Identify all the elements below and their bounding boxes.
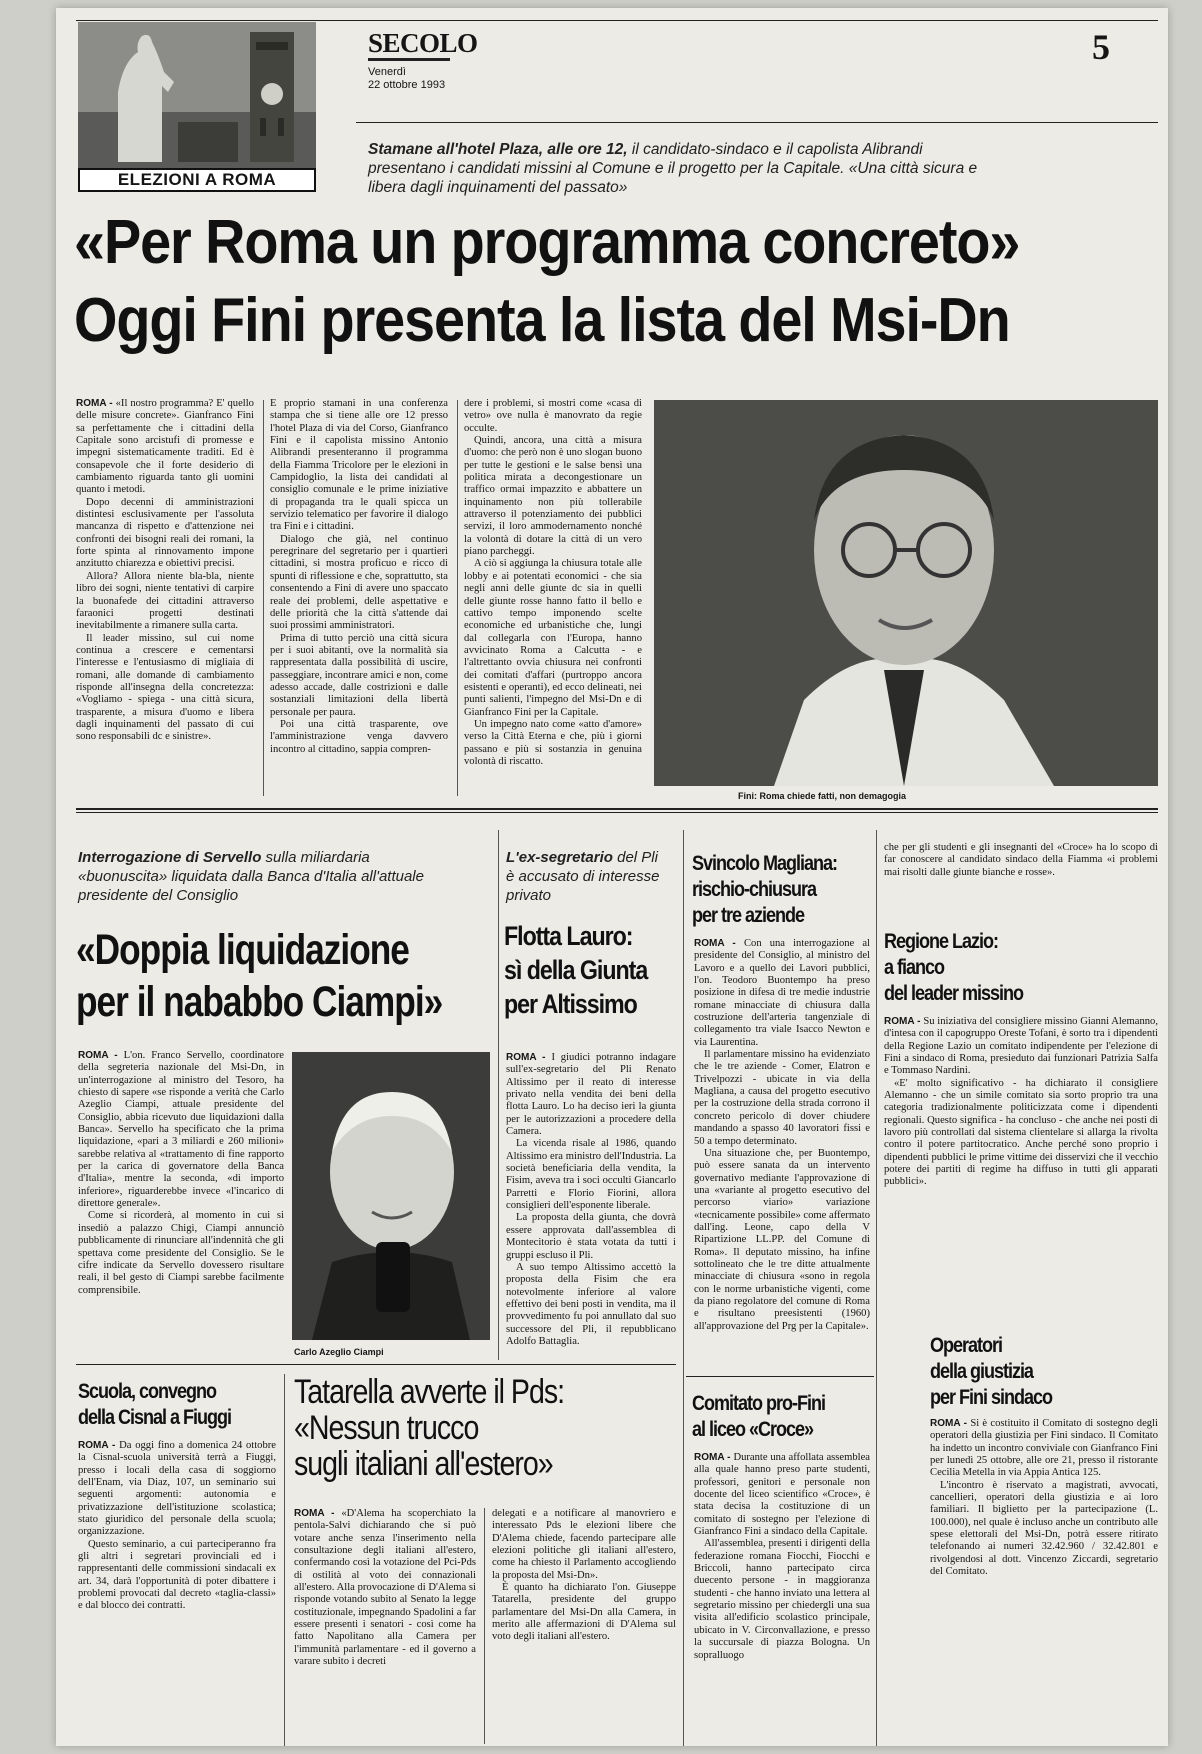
lead-column-3: dere i problemi, si mostri come «casa di vetro» ove nulla è manovrato da regie occulte. Quindi, ancora, una città a misura d'uomo: che però non è uno slogan buono per tutte le gestioni e le salse bensì una politica mirata a decongestionare un traffico ormai impazzito e abbattere un inquinamento non più tollerabile attraverso il potenziamento dei pubblici servizi, il loro ammodernamento nonché la volontà di dotare la città di un vero piano parcheggi. A ciò si aggiunga la chiusura totale alle lobby e ai potentati economici - che sia negli anni delle giunte dc sia in quelli delle giunte rosse hanno fatto il bello e cattivo tempo imponendo scelte economiche ed urbanistiche che, lungi dal collegarla con l'Europa, hanno avvicinato Roma a Calcutta - e l'altrettanto ovvia chiusura nei confronti dei comitati d'affari (purtroppo ancora esistenti e operanti), ed ecco delineati, nei punti salienti, l'impegno del Msi-Dn e di Gianfranco Fini per la Capitale. Un impegno nato come «atto d'amore» verso la Città Eterna e che, più i giorni passano e più si sostanzia in genuina volontà di riscatto. [464,398,642,767]
lauro-headline-1: Flotta Lauro: [504,921,633,951]
tatarella-column-1: ROMA - «D'Alema ha scoperchiato la pentola-Salvi dichiarando che si può votare anche senza l'inserimento nella consultazione degli italiani all'estero, confermando così la votazione del Pci-Pds di ostilità al voto dei connazionali all'estero. Alla provocazione di D'Alema si risponde votando subito al Senato la legge costituzionale, impegnando Spadolini a far essere presenti i senatori - così come ha fatto Napolitano alla Camera per l'immunità parlamentare - ed il governo a varare subito i decreti [294,1508,476,1668]
tatarella-headline-1: Tatarella avverte il Pds: [294,1373,565,1411]
cisnal-body: ROMA - Da oggi fino a domenica 24 ottobre la Cisnal-scuola università terrà a Fiuggi, presso i locali della casa di soggiorno dell'Enam, via Diaz, 107, un seminario sui seguenti argomenti: autonomia e privatizzazione dell'istituzione scolastica; stato giuridico del personale della scuola; organizzazione. Questo seminario, a cui parteciperanno fra gli altri i segretari provinciali ed i rappresentanti delle commissioni sindacali ex art. 34, darà l'opportunità di poter dibattere i problemi provocati dal decreto «taglia-classi» e dal blocco dei contratti. [78,1440,276,1612]
ciampi-photo-caption: Carlo Azeglio Ciampi [294,1347,384,1357]
lazio-top-body: che per gli studenti e gli insegnanti del «Croce» ha lo scopo di far conoscere al candidato sindaco della Fiamma «i problemi mai risolti dalle giunte bianche e rosse». [884,842,1158,878]
portrait-fini-icon [654,400,1158,786]
magliana-body: ROMA - Con una interrogazione al presidente del Consiglio, al ministro del Lavoro e a quello dei Lavori pubblici, l'on. Teodoro Buontempo ha preso posizione in difesa di tre medie industrie romane minacciate di chiusura dalla costruzione dell'arteria tangenziale di collegamento tra viale Isacco Newton e via Laurentina. Il parlamentare missino ha evidenziato che le tre aziende - Comer, Elatron e Trivelpozzi - ubicate in via della Magliana, a causa del progetto esecutivo per la costruzione della strada corrono il concreto pericolo di dover chiudere mandando a spasso 40 lavoratori fissi e 50 a tempo determinato. Una situazione che, per Buontempo, può essere sanata da un intervento governativo mediante l'approvazione di una «variante al progetto esecutivo del percorso viario» variazione «tecnicamente possibile» come affermato dall'ing. Leone, capo della V Ripartizione LL.PP. del Comune di Roma». Il deputato missino, ha infine sottolineato che le tre ditte attualmente minacciate di chiusura «sono in regola con le norme urbanistiche vigenti, come da piano regolatore del comune di Roma e risultano preesistenti (1960) all'approvazione del Prg per la Capitale». [694,938,870,1332]
lead-column-2: E proprio stamani in una conferenza stampa che si tiene alle ore 12 presso l'hotel Plaza di via del Corso, Gianfranco Fini e il capolista missino Antonio Alibrandi presenteranno il programma della Fiamma Tricolore per le elezioni in Campidoglio, la lista dei candidati al consiglio comunale e le prime iniziative di propaganda tra le quali spicca un servizio telematico per favorire il dialogo tra Fini e i cittadini. Dialogo che già, nel continuo peregrinare del segretario per i quartieri cittadini, si mostra proficuo e ricco di spunti di riflessione e che, soprattutto, sta consentendo a Fini di avere uno spaccato reale dei problemi, delle aspettative e delle priorità che la città s'attende dai suoi prossimi amministratori. Prima di tutto perciò una città sicura per i suoi abitanti, ove la normalità sia rappresentata dalla possibilità di uscire, passeggiare, incontrare amici e non, come adesso accade, dalle costrizioni e dalle sostanziali limitazioni della libertà personale per paura. Poi una città trasparente, ove l'amministrazione venga davvero incontro al cittadino, sappia compren- [270,398,448,755]
lazio-headline-3: del leader missino [884,982,1024,1005]
magliana-headline-3: per tre aziende [692,904,805,927]
portrait-ciampi-icon [292,1052,490,1340]
ciampi-headline-2: per il nababbo Ciampi» [76,978,443,1026]
lazio-body: ROMA - Su iniziativa del consigliere missino Gianni Alemanno, d'intesa con il capogruppo Oreste Tofani, è sorto tra i dipendenti della Regione Lazio un comitato indipendente per l'elezione di Fini a sindaco di Roma, presieduto dai funzionari Patrizia Salfa e Tommaso Nardini. «E' molto significativo - ha dichiarato il consigliere Alemanno - che un simile comitato sia sorto proprio tra una categoria tradizionalmente politicizzata come i dipendenti regionali. Questo significa - ha concluso - che anche nei posti di lavoro più controllati dal sistema clientelare si allarga la rivolta contro il potere partitocratico. Anche perché sono proprio i dipendenti pubblici le prime vittime dei disservizi che il vecchio potere dei partiti di regime ha diffuso in tutti gli apparati pubblici». [884,1016,1158,1188]
magliana-headline-2: rischio-chiusura [692,878,817,901]
operatori-headline-1: Operatori [930,1334,1003,1357]
lauro-headline-3: per Altissimo [504,989,637,1019]
section-band [78,168,316,192]
newspaper-page [56,8,1168,1746]
lead-photo [654,400,1158,786]
ciampi-kicker: Interrogazione di Servello sulla miliardaria «buonuscita» liquidata dalla Banca d'Italia all'attuale presidente del Consiglio [78,849,424,904]
ciampi-body: ROMA - L'on. Franco Servello, coordinatore della segreteria nazionale del Msi-Dn, in un'interrogazione al ministro del Tesoro, ha chiesto di sapere «se risponde a verità che Carlo Azeglio Ciampi, attuale presidente del Consiglio, abbia ricevuto due liquidazioni dalla Banca». Servello ha specificato che la prima liquidazione, «pari a 3 miliardi e 260 milioni» sarebbe relativa al «trattamento di fine rapporto per la carica di governatore della Banca d'Italia», mentre la seconda, «di importo inferiore», riguarderebbe invece «l'incarico di direttore generale». Come si ricorderà, al momento in cui si insediò a palazzo Chigi, Ciampi annunciò pubblicamente di rinunciare all'indennità che gli spettava come presidente del Consiglio. Se le cifre indicate da Servello dovessero risultare reali, il bel gesto di Ciampi sarebbe facilmente comprensibile. [78,1050,284,1296]
lauro-kicker: L'ex-segretario del Pli è accusato di interesse privato [506,849,660,904]
publication-day: Venerdì [368,66,406,78]
ciampi-photo [292,1052,490,1340]
ciampi-headline-1: «Doppia liquidazione [76,926,409,974]
croce-headline-1: Comitato pro-Fini [692,1392,825,1415]
lauro-headline-2: sì della Giunta [504,955,648,985]
page-number: 5 [1092,27,1110,67]
tatarella-headline-2: «Nessun trucco [294,1409,479,1447]
lazio-headline-1: Regione Lazio: [884,930,998,953]
lead-headline-2: Oggi Fini presenta la lista del Msi-Dn [74,286,1010,355]
croce-body: ROMA - Durante una affollata assemblea alla quale hanno preso parte studenti, professori, genitori e personale non docente del liceo scientifico «Croce», è stata decisa la costituzione di un comitato di sostegno per l'elezione di Gianfranco Fini a sindaco della Capitale. All'assemblea, presenti i dirigenti della federazione romana Fiocchi, Fiocchi e Briccoli, hanno partecipato circa duecento persone - in maggioranza studenti - che hanno inviato una lettera al segretario missino per chiedergli una sua visita all'edificio scolastico principale, ubicato in V. Circonvallazione, e presso la succursale di piazza Bologna. Un sopralluogo [694,1452,870,1661]
operatori-body: ROMA - Si è costituito il Comitato di sostegno degli operatori della giustizia per Fini sindaco. Il Comitato ha indetto un incontro conviviale con Gianfranco Fini per lunedì 25 ottobre, alle ore 21, presso il ristorante Cecilia Metella in via Appia Antica 125. L'incontro è riservato a magistrati, avvocati, cancellieri, operatori della giustizia e ai loro familiari. Il biglietto per la partecipazione (L. 100.000), nel quale è incluso anche un contributo alle spese elettorali del Msi-Dn, potrà essere ritirato telefonando ai numeri 32.42.960 / 32.42.801 e rivolgendosi al dott. Vincenzo Ziccardi, segretario del Comitato. [930,1418,1158,1578]
tatarella-column-2: delegati e a notificare al manovriero e interessato Pds le elezioni libere che D'Alema chiede, facendo partecipare alle elezioni politiche gli italiani all'estero, come ha chiesto il Parlamento accogliendo la proposta del Msi-Dn». È quanto ha dichiarato l'on. Giuseppe Tatarella, presidente del gruppo parlamentare del Msi-Dn alla Camera, in merito alle affermazioni di D'Alema sul voto degli italiani all'estero. [492,1508,676,1643]
section-illustration [78,22,316,168]
statue-tower-icon [78,22,316,168]
lazio-headline-2: a fianco [884,956,944,979]
publication-date: 22 ottobre 1993 [368,79,446,91]
tatarella-headline-3: sugli italiani all'estero» [294,1445,553,1483]
operatori-headline-2: della giustizia [930,1360,1033,1383]
operatori-headline-3: per Fini sindaco [930,1386,1052,1409]
lead-column-1: ROMA - «Il nostro programma? E' quello delle misure concrete». Gianfranco Fini sa perfettamente che i cittadini della Capitale sono arcistufi di promesse e impegni sistematicamente traditi. Ed è consapevole che il forte desiderio di cambiamento riguarda tanto gli uomini quanto i metodi. Dopo decenni di amministrazioni distintesi esclusivamente per l'assoluta mancanza di rispetto e d'attenzione nei confronti dei bisogni reali dei romani, la forte spinta al rinnovamento impone anzitutto chiarezza e obiettivi precisi. Allora? Allora niente bla-bla, niente libro dei sogni, niente tentativi di carpire la buonafede dei cittadini attraverso faraonici progetti destinati inevitabilmente a rimanere sulla carta. Il leader missino, sul cui nome continua a crescere e cementarsi l'interesse e l'entusiasmo di migliaia di romani, alle domande di cambiamento risponde all'insegna della concretezza: «Vogliamo - spiega - una città sicura, trasparente, a misura d'uomo e libera dagli inquinamenti del passato di cui sono responsabili dc e sinistre». [76,398,254,743]
paper-name: SECOLO [368,28,478,58]
croce-headline-2: al liceo «Croce» [692,1418,814,1441]
lead-photo-caption: Fini: Roma chiede fatti, non demagogia [738,791,907,801]
magliana-headline-1: Svincolo Magliana: [692,852,838,875]
cisnal-headline-1: Scuola, convegno [78,1380,217,1403]
section-title: ELEZIONI A ROMA [117,170,277,189]
lead-headline-1: «Per Roma un programma concreto» [74,208,1020,277]
cisnal-headline-2: della Cisnal a Fiuggi [78,1406,231,1429]
lead-kicker: Stamane all'hotel Plaza, alle ore 12, il candidato-sindaco e il capolista Alibrandi presentano i candidati missini al Comune e il progetto per la Capitale. «Una città sicura e libera dagli inquinamenti del passato» [368,141,978,196]
lauro-body: ROMA - I giudici potranno indagare sull'ex-segretario del Pli Renato Altissimo per il reato di interesse privato nella vendita dei beni della flotta Lauro. Lo ha deciso ieri la giunta per le autorizzazioni a procedere della Camera. La vicenda risale al 1986, quando Altissimo era ministro dell'Industria. La società beneficiaria della vendita, la Fisim, aveva tra i soci occulti Giancarlo Parretti e Florio Fiorini, allora consiglieri dell'esponente liberale. La proposta della giunta, che dovrà essere approvata dall'assemblea di Montecitorio è stata votata da tutti i gruppi escluso il Pli. A suo tempo Altissimo accettò la proposta della Fisim che era notevolmente inferiore al valore effettivo dei beni posti in vendita, ma il provvedimento fu poi annullato dal suo successore del Pli, il repubblicano Adolfo Battaglia. [506,1052,676,1347]
